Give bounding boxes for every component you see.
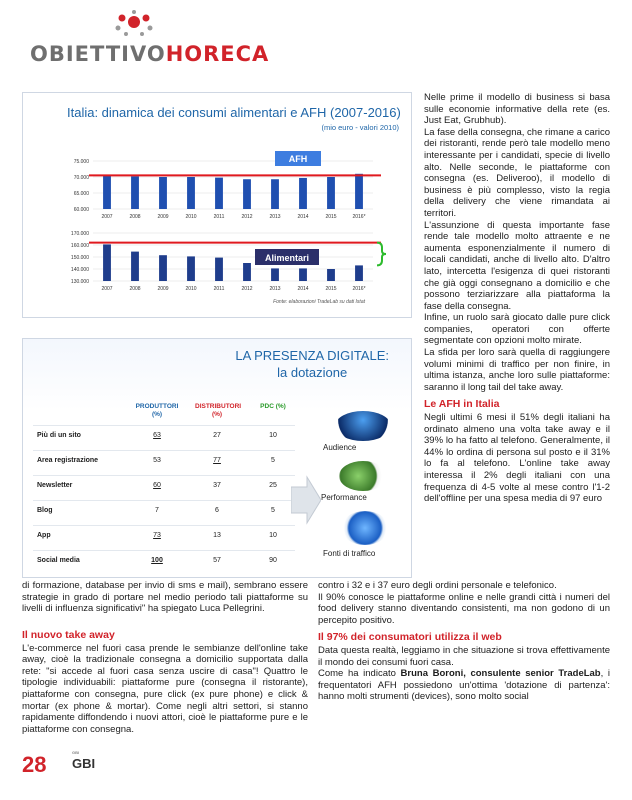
chart-subtitle: (mio euro - valori 2010) (321, 123, 399, 132)
arrow-icon (291, 475, 321, 525)
x-tick-label: 2015 (325, 286, 337, 292)
bar (327, 177, 335, 209)
cell-pdc: 10 (269, 432, 277, 439)
row-label: App (37, 532, 51, 539)
cell-pdc: 25 (269, 482, 277, 489)
x-tick-label: 2008 (129, 214, 141, 220)
header-pdc: PDC (%) (260, 403, 286, 410)
bar (215, 258, 223, 281)
bottom-left-column (22, 630, 308, 735)
y-tick-label: 160.000 (70, 243, 89, 249)
cell-pdc: 90 (269, 557, 277, 564)
logo-part2: HORECA (165, 42, 270, 66)
bar (355, 265, 363, 281)
bar (243, 263, 251, 281)
logo-text (30, 42, 269, 66)
text-run: , i frequentatori AFH possiedono un'ottima 'dotazione di partenza': hanno molti strumenti (devices), sono molto social (318, 668, 610, 703)
paragraph: L'e-commerce nel fuori casa prende le sembianze dell'online take away, cioè la tradizionale consegna a domicilio supportata dalla rete: "si accede al fuori casa senza uscire di casa"! Quattro le tipologie individuabili: piattaforme pure (consegna il ristorante), piattaforme con consegna, pure click (ex pure phone) e click & mortar (ex phone & mortar). Come negli altri settori, si stanno rapidamente diffondendo i nuovi attori, cioè le piattaforme pure e le piattaforme con consegna. (22, 642, 308, 735)
footer-brand-logo (72, 750, 96, 771)
x-tick-label: 2016* (352, 214, 366, 220)
table-row (33, 525, 295, 547)
header-produttori: PRODUTTORI (%) (135, 403, 179, 418)
cell-distributori: 77 (213, 457, 221, 464)
logo-part1: OBIETTIVO (30, 42, 166, 66)
bar (271, 268, 279, 281)
bar (131, 252, 139, 281)
row-label: Più di un sito (37, 432, 81, 439)
x-tick-label: 2014 (297, 214, 309, 220)
figure-presenza-digitale (22, 338, 412, 578)
section-heading: Le AFH in Italia (424, 398, 500, 411)
y-tick-label: 65.000 (73, 191, 89, 197)
bar (159, 255, 167, 281)
y-tick-label: 60.000 (73, 207, 89, 213)
bar (103, 244, 111, 281)
cell-pdc: 10 (269, 532, 277, 539)
audience-image (335, 411, 391, 441)
performance-label: Performance (321, 493, 367, 502)
row-label: Blog (37, 507, 53, 514)
figure-consumi-chart (22, 92, 412, 318)
logo-dots-icon (114, 10, 154, 44)
x-tick-label: 2014 (297, 286, 309, 292)
figure2-title-line2: la dotazione (277, 365, 348, 380)
x-tick-label: 2011 (213, 286, 225, 292)
paragraph: di formazione, database per invio di sms e mail), sembrano essere strategie in grado di portare nel medio periodo tali piattaforme su livelli di influenza significativi" ha spiegato Luca Pellegrini. (22, 580, 308, 615)
footer-brand: GBI (72, 756, 96, 771)
bar (131, 176, 139, 209)
bar (187, 177, 195, 209)
x-tick-label: 2010 (185, 214, 197, 220)
series-label: AFH (288, 154, 308, 164)
cell-produttori: 53 (153, 457, 161, 464)
text-run: Come ha indicato (318, 668, 401, 680)
section-heading: Il nuovo take away (22, 629, 115, 641)
cell-pdc: 5 (271, 507, 275, 514)
bar (271, 179, 279, 209)
x-tick-label: 2010 (185, 286, 197, 292)
cell-distributori: 13 (213, 532, 221, 539)
audience-label: Audience (323, 443, 357, 452)
paragraph: La fase della consegna, che rimane a carico dei ristoranti, rende però tale modello meno interessante per i candidati, specie di livello alto. Nelle seconde, le piattaforme con consegna (es. Deliveroo), il modello di business è più complesso, visto la regia della delivery che viene rimandata ai territori. (424, 126, 610, 219)
x-tick-label: 2016* (352, 286, 366, 292)
row-label: Newsletter (37, 482, 73, 489)
chart-svg (23, 93, 413, 319)
brace-icon (377, 243, 386, 266)
footer-brand-small: GBI (72, 750, 80, 755)
x-tick-label: 2009 (157, 214, 169, 220)
y-tick-label: 130.000 (70, 279, 89, 285)
bar (299, 268, 307, 281)
header-distributori: DISTRIBUTORI (%) (195, 403, 242, 418)
table-row (33, 425, 295, 447)
chart-source: Fonte: elaborazioni TradeLab su dati Istat (273, 299, 365, 305)
figure2-title-line1: LA PRESENZA DIGITALE: (235, 348, 389, 363)
y-tick-label: 70.000 (73, 175, 89, 181)
bar (243, 179, 251, 209)
x-tick-label: 2011 (213, 214, 225, 220)
row-label: Social media (37, 557, 80, 564)
cell-produttori: 63 (153, 432, 161, 439)
y-tick-label: 75.000 (73, 159, 89, 165)
paragraph: contro i 32 e i 37 euro degli ordini personale e telefonico. (318, 580, 557, 591)
traffico-image (341, 511, 389, 545)
x-tick-label: 2007 (101, 286, 113, 292)
continuation-text (22, 580, 308, 615)
paragraph (318, 668, 610, 703)
cell-distributori: 37 (213, 482, 221, 489)
paragraph: Il 90% conosce le piattaforme online e nelle grandi città i numeri del food delivery stanno diventando consistenti, ma non godono di un percepito positivo. (318, 591, 610, 626)
table-row (33, 475, 295, 497)
masthead-logo (22, 10, 270, 70)
cell-produttori: 7 (155, 507, 159, 514)
paragraph: Nelle prime il modello di business si basa sulle economie informative della rete (es. Just Eat, Grubhub). (424, 92, 610, 127)
page-number: 28 (22, 752, 47, 777)
cell-distributori: 6 (215, 507, 219, 514)
paragraph: L'assunzione di questa importante fase rende tale modello molto attraente e ne aumenta esponenzialmente il numero di locali candidati, anche di livello alto. D'altro lato, intercetta l'esigenza di quei ristoranti che già oggi consegnano a domicilio e che possono terziarizzare alla piattaforma la fase della consegna. (424, 219, 610, 312)
x-tick-label: 2012 (241, 286, 253, 292)
figure2-title (235, 347, 389, 381)
bottom-right-column (318, 580, 610, 703)
y-tick-label: 150.000 (70, 255, 89, 261)
bar (215, 178, 223, 209)
bar (159, 177, 167, 209)
x-tick-label: 2007 (101, 214, 113, 220)
table-row (33, 450, 295, 472)
cell-distributori: 27 (213, 432, 221, 439)
y-tick-label: 140.000 (70, 267, 89, 273)
paragraph: Infine, un ruolo sarà giocato dalle pure click companies, operatori con offerte segmentate con opzioni molto mirate. (424, 312, 610, 347)
chart-title: Italia: dinamica dei consumi alimentari e AFH (2007-2016) (67, 105, 401, 120)
x-tick-label: 2015 (325, 214, 337, 220)
x-tick-label: 2009 (157, 286, 169, 292)
bold-name: Bruna Boroni, consulente senior TradeLab (400, 668, 601, 680)
bar (187, 256, 195, 281)
cell-distributori: 57 (213, 557, 221, 564)
right-column-text (424, 92, 610, 505)
bar (103, 175, 111, 209)
paragraph: La sfida per loro sarà quella di raggiungere volumi minimi di traffico per non finire, in ultima istanza, anche loro sulle piattaforme: saranno il long tail del take away. (424, 347, 610, 393)
row-label: Area registrazione (37, 457, 99, 464)
cell-produttori: 100 (151, 557, 163, 564)
performance-image (339, 461, 387, 491)
x-tick-label: 2013 (269, 214, 281, 220)
paragraph: Data questa realtà, leggiamo in che situazione si trova effettivamente il mondo dei consumi fuori casa. (318, 644, 610, 668)
traffico-label: Fonti di traffico (323, 549, 376, 558)
bar (299, 178, 307, 209)
cell-pdc: 5 (271, 457, 275, 464)
x-tick-label: 2012 (241, 214, 253, 220)
series-label: Alimentari (264, 253, 310, 263)
y-tick-label: 170.000 (70, 231, 89, 237)
bar (355, 174, 363, 209)
table-row (33, 500, 295, 522)
x-tick-label: 2013 (269, 286, 281, 292)
paragraph: Negli ultimi 6 mesi il 51% degli italiani ha ordinato almeno una volta take away e il 39% lo ha fatto al telefono. Generalmente, il 44% lo ordina di persona sul posto e il 31% lo fa al telefono. L'online take away interessa il 2% degli italiani con una frequenza di 4-5 volte al mese contro l'1-2 dell'offline per una spesa media di 97 euro (424, 412, 610, 505)
bar (327, 269, 335, 281)
cell-produttori: 73 (153, 532, 161, 539)
cell-produttori: 60 (153, 482, 161, 489)
table-row (33, 550, 295, 572)
section-heading: Il 97% dei consumatori utilizza il web (318, 631, 502, 644)
x-tick-label: 2008 (129, 286, 141, 292)
